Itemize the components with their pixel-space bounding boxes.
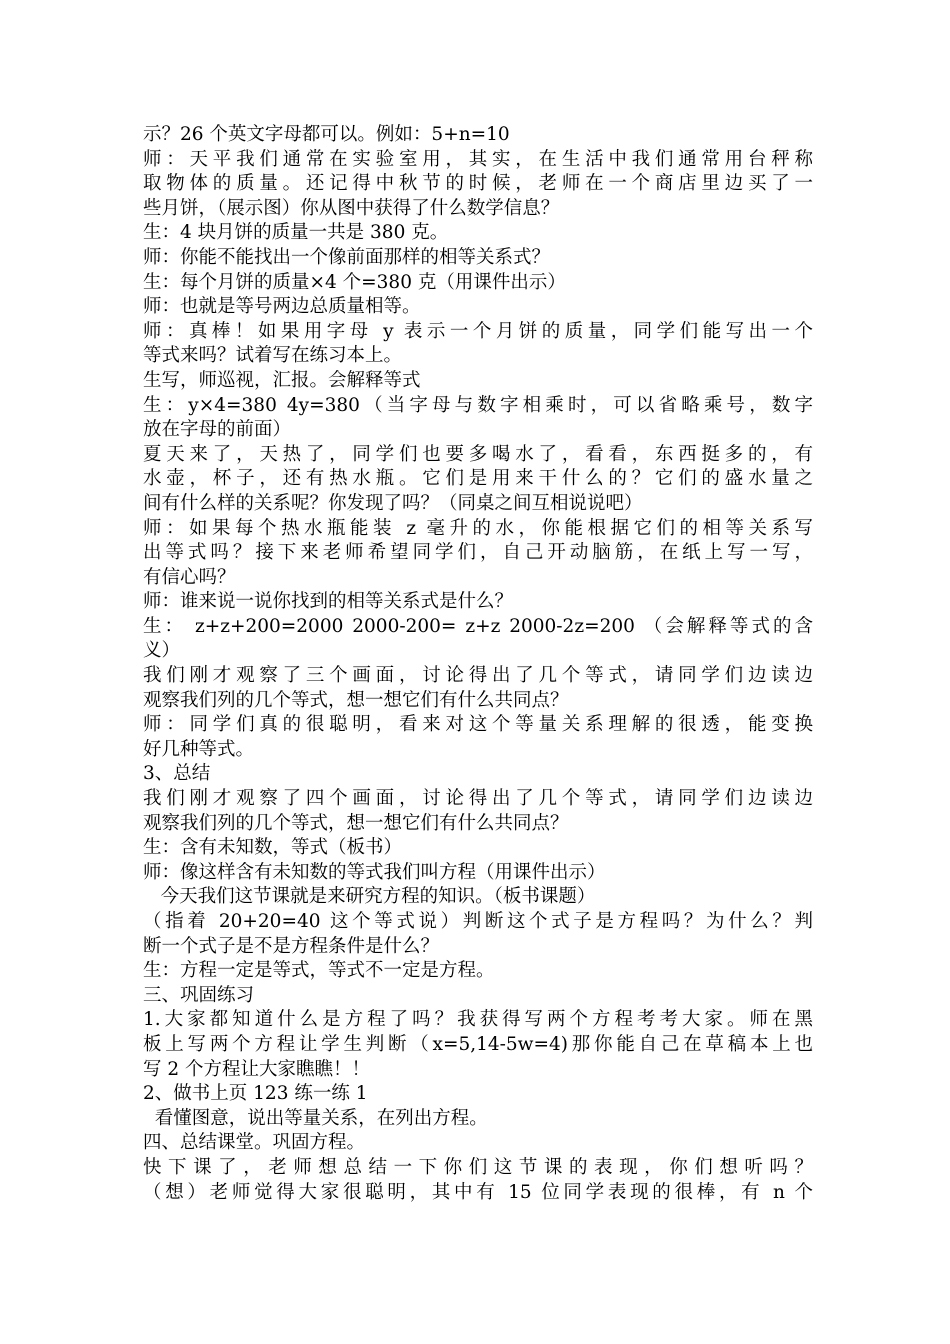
document-page	[143, 123, 813, 1205]
text-line: （想）老师觉得大家很聪明，其中有 15 位同学表现的很棒，有 n 个	[143, 1181, 813, 1203]
text-line: 有信心吗？	[143, 566, 236, 588]
text-line: 等式来吗？试着写在练习本上。	[143, 345, 403, 367]
text-line: 夏天来了，天热了，同学们也要多喝水了，看看，东西挺多的，有	[143, 443, 813, 465]
text-line: 放在字母的前面）	[143, 419, 292, 441]
text-line: 板上写两个方程让学生判断（x=5,14-5w=4)那你能自己在草稿本上也	[143, 1033, 813, 1055]
text-line: 水壶，杯子，还有热水瓶。它们是用来干什么的？它们的盛水量之	[143, 468, 813, 490]
text-line: 间有什么样的关系呢？你发现了吗？（同桌之间互相说说吧）	[143, 492, 643, 514]
text-line: 师：你能不能找出一个像前面那样的相等关系式？	[143, 246, 551, 268]
text-line: 今天我们这节课就是来研究方程的知识。（板书课题）	[143, 886, 596, 908]
text-line: 生：y×4=380 4y=380（当字母与数字相乘时，可以省略乘号，数字	[143, 394, 813, 416]
text-line: 快下课了，老师想总结一下你们这节课的表现，你们想听吗？	[143, 1156, 813, 1178]
text-line: 示？26 个英文字母都可以。例如：5+n=10	[143, 124, 510, 145]
section-heading: 三、巩固练习	[143, 984, 255, 1006]
text-line: 生：每个月饼的质量×4 个=380 克（用课件出示）	[143, 271, 566, 293]
text-line: 写 2 个方程让大家瞧瞧！！	[143, 1058, 371, 1080]
text-line: 取物体的质量。还记得中秋节的时候，老师在一个商店里边买了一	[143, 173, 813, 195]
text-line: 师：谁来说一说你找到的相等关系式是什么？	[143, 591, 514, 613]
text-line: 看懂图意，说出等量关系，在列出方程。	[143, 1107, 488, 1129]
text-line: 生：含有未知数，等式（板书）	[143, 837, 403, 859]
text-line: 我们刚才观察了四个画面，讨论得出了几个等式，请同学们边读边	[143, 788, 813, 810]
text-line: 观察我们列的几个等式，想一想它们有什么共同点？	[143, 689, 569, 711]
text-line: 生：4 块月饼的质量一共是 380 克。	[143, 222, 449, 244]
text-line: 2、做书上页 123 练一练 1	[143, 1083, 368, 1105]
text-line: 生：方程一定是等式，等式不一定是方程。	[143, 960, 495, 982]
text-line: （指着 20+20=40 这个等式说）判断这个式子是方程吗？为什么？判	[143, 911, 813, 932]
text-line: 好几种等式。	[143, 738, 255, 760]
text-line: 1.大家都知道什么是方程了吗？我获得写两个方程考考大家。师在黑	[143, 1009, 813, 1031]
text-line: 师：真棒！如果用字母 y 表示一个月饼的质量，同学们能写出一个	[143, 320, 813, 342]
section-heading: 四、总结课堂。巩固方程。	[143, 1132, 366, 1154]
text-line: 观察我们列的几个等式，想一想它们有什么共同点？	[143, 812, 569, 834]
text-line: 断一个式子是不是方程条件是什么？	[143, 935, 440, 957]
text-line: 师：如果每个热水瓶能装 z 毫升的水，你能根据它们的相等关系写	[143, 517, 813, 539]
text-line: 些月饼，（展示图）你从图中获得了什么数学信息？	[143, 197, 560, 219]
text-line: 师：也就是等号两边总质量相等。	[143, 296, 421, 318]
text-line: 师：天平我们通常在实验室用，其实，在生活中我们通常用台秤称	[143, 148, 813, 170]
text-line: 生： z+z+200=2000 2000-200= z+z 2000-2z=200 （会解释等式的含	[143, 615, 813, 637]
text-line: 义）	[143, 640, 181, 662]
text-line: 出等式吗？接下来老师希望同学们，自己开动脑筋，在纸上写一写，	[143, 542, 813, 564]
text-line: 师：同学们真的很聪明，看来对这个等量关系理解的很透，能变换	[143, 714, 813, 736]
section-heading: 3、总结	[143, 763, 211, 785]
text-line: 我们刚才观察了三个画面，讨论得出了几个等式，请同学们边读边	[143, 665, 813, 687]
text-line: 生写，师巡视，汇报。会解释等式	[143, 369, 421, 391]
text-line: 师：像这样含有未知数的等式我们叫方程（用课件出示）	[143, 861, 606, 883]
